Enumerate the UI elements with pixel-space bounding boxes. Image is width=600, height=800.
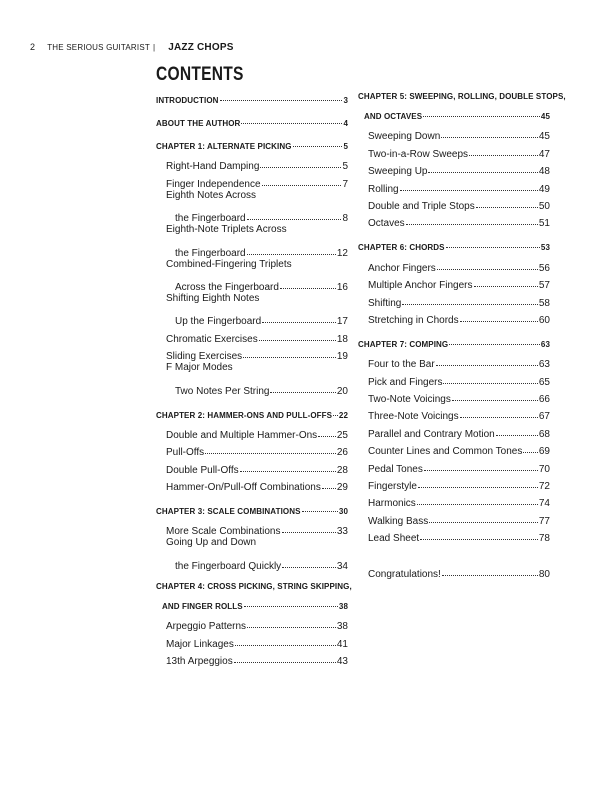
toc-entry[interactable]: Finger Independence 7 bbox=[166, 178, 348, 190]
toc-entry[interactable]: the Fingerboard 12 bbox=[175, 247, 348, 259]
toc-chapter-7[interactable]: CHAPTER 7: COMPING 63 bbox=[358, 339, 550, 349]
toc-entry[interactable]: Double and Multiple Hammer-Ons 25 bbox=[166, 429, 348, 441]
book-subtitle: JAZZ CHOPS bbox=[168, 42, 234, 53]
toc-entry[interactable]: Sliding Exercises 19 bbox=[166, 351, 348, 363]
toc-entry[interactable]: Across the Fingerboard 16 bbox=[175, 281, 348, 293]
toc-entry[interactable]: Hammer-On/Pull-Off Combinations 29 bbox=[166, 482, 348, 494]
book-title: THE SERIOUS GUITARIST bbox=[47, 43, 150, 52]
toc-entry[interactable]: Three-Note Voicings 67 bbox=[368, 411, 550, 423]
toc-entry[interactable]: Pull-Offs 26 bbox=[166, 447, 348, 459]
toc-chapter-3[interactable]: CHAPTER 3: SCALE COMBINATIONS 30 bbox=[156, 507, 348, 517]
toc-chapter-2[interactable]: CHAPTER 2: HAMMER-ONS AND PULL-OFFS 22 bbox=[156, 410, 348, 420]
toc-entry[interactable]: Double and Triple Stops 50 bbox=[368, 200, 550, 212]
toc-entry[interactable]: Harmonics 74 bbox=[368, 498, 550, 510]
toc-entry-about-author[interactable]: ABOUT THE AUTHOR 4 bbox=[156, 119, 348, 128]
header-separator: | bbox=[152, 43, 156, 52]
toc-entry[interactable]: More Scale Combinations 33 bbox=[166, 526, 348, 538]
toc-entry[interactable]: Two-Note Voicings 66 bbox=[368, 394, 550, 406]
toc-entry[interactable]: Sweeping Up 48 bbox=[368, 166, 550, 178]
toc-entry[interactable]: Pedal Tones 70 bbox=[368, 463, 550, 475]
toc-entry-first-line: Shifting Eighth Notes bbox=[166, 292, 260, 304]
toc-chapter-4[interactable]: AND FINGER ROLLS 38 bbox=[162, 601, 348, 611]
toc-chapter-5-first-line: CHAPTER 5: SWEEPING, ROLLING, DOUBLE STOPS, bbox=[358, 92, 566, 101]
toc-entry[interactable]: Four to the Bar 63 bbox=[368, 359, 550, 371]
toc-entry[interactable]: Right-Hand Damping 5 bbox=[166, 161, 348, 173]
toc-entry[interactable]: Lead Sheet 78 bbox=[368, 533, 550, 545]
toc-entry[interactable]: Arpeggio Patterns 38 bbox=[166, 621, 348, 633]
toc-entry[interactable]: Sweeping Down 45 bbox=[368, 131, 550, 143]
toc-entry[interactable]: Counter Lines and Common Tones 69 bbox=[368, 446, 550, 458]
toc-entry[interactable]: the Fingerboard Quickly 34 bbox=[175, 560, 348, 572]
toc-chapter-6[interactable]: CHAPTER 6: CHORDS 53 bbox=[358, 243, 550, 253]
toc-entry-first-line: F Major Modes bbox=[166, 362, 233, 374]
toc-entry[interactable]: Stretching in Chords 60 bbox=[368, 314, 550, 326]
toc-entry[interactable]: Octaves 51 bbox=[368, 218, 550, 230]
toc-entry[interactable]: 13th Arpeggios 43 bbox=[166, 656, 348, 668]
toc-entry-first-line: Going Up and Down bbox=[166, 537, 257, 549]
toc-entry-first-line: Eighth-Note Triplets Across bbox=[166, 224, 287, 236]
toc-chapter-4-first-line: CHAPTER 4: CROSS PICKING, STRING SKIPPING, bbox=[156, 581, 352, 591]
toc-entry-congratulations[interactable]: Congratulations! 80 bbox=[368, 568, 550, 580]
toc-entry[interactable]: Multiple Anchor Fingers 57 bbox=[368, 280, 550, 292]
toc-entry[interactable]: Anchor Fingers 56 bbox=[368, 262, 550, 274]
page-number: 2 bbox=[30, 42, 36, 52]
toc-left-column bbox=[156, 92, 352, 668]
toc-entry[interactable]: Two-in-a-Row Sweeps 47 bbox=[368, 148, 550, 160]
toc-entry[interactable]: the Fingerboard 8 bbox=[175, 213, 348, 225]
toc-entry[interactable]: Two Notes Per String 20 bbox=[175, 385, 348, 397]
toc-entry[interactable]: Parallel and Contrary Motion 68 bbox=[368, 428, 550, 440]
toc-entry-first-line: Eighth Notes Across bbox=[166, 189, 257, 201]
running-header bbox=[30, 42, 234, 53]
page-title: CONTENTS bbox=[156, 64, 244, 85]
toc-entry[interactable]: Shifting 58 bbox=[368, 297, 550, 309]
toc-entry[interactable]: Pick and Fingers 65 bbox=[368, 376, 550, 388]
toc-entry-introduction[interactable]: INTRODUCTION 3 bbox=[156, 96, 348, 105]
toc-entry[interactable]: Fingerstyle 72 bbox=[368, 481, 550, 493]
toc-entry[interactable]: Major Linkages 41 bbox=[166, 638, 348, 650]
toc-entry[interactable]: Rolling 49 bbox=[368, 183, 550, 195]
toc-entry-first-line: Combined-Fingering Triplets bbox=[166, 258, 292, 270]
toc-entry[interactable]: Up the Fingerboard 17 bbox=[175, 316, 348, 328]
toc-right-column bbox=[358, 92, 566, 580]
toc-entry[interactable]: Chromatic Exercises 18 bbox=[166, 333, 348, 345]
toc-chapter-1[interactable]: CHAPTER 1: ALTERNATE PICKING 5 bbox=[156, 142, 348, 151]
toc-entry[interactable]: Double Pull-Offs 28 bbox=[166, 464, 348, 476]
toc-chapter-5[interactable]: AND OCTAVES 45 bbox=[364, 112, 550, 121]
toc-entry[interactable]: Walking Bass 77 bbox=[368, 515, 550, 527]
